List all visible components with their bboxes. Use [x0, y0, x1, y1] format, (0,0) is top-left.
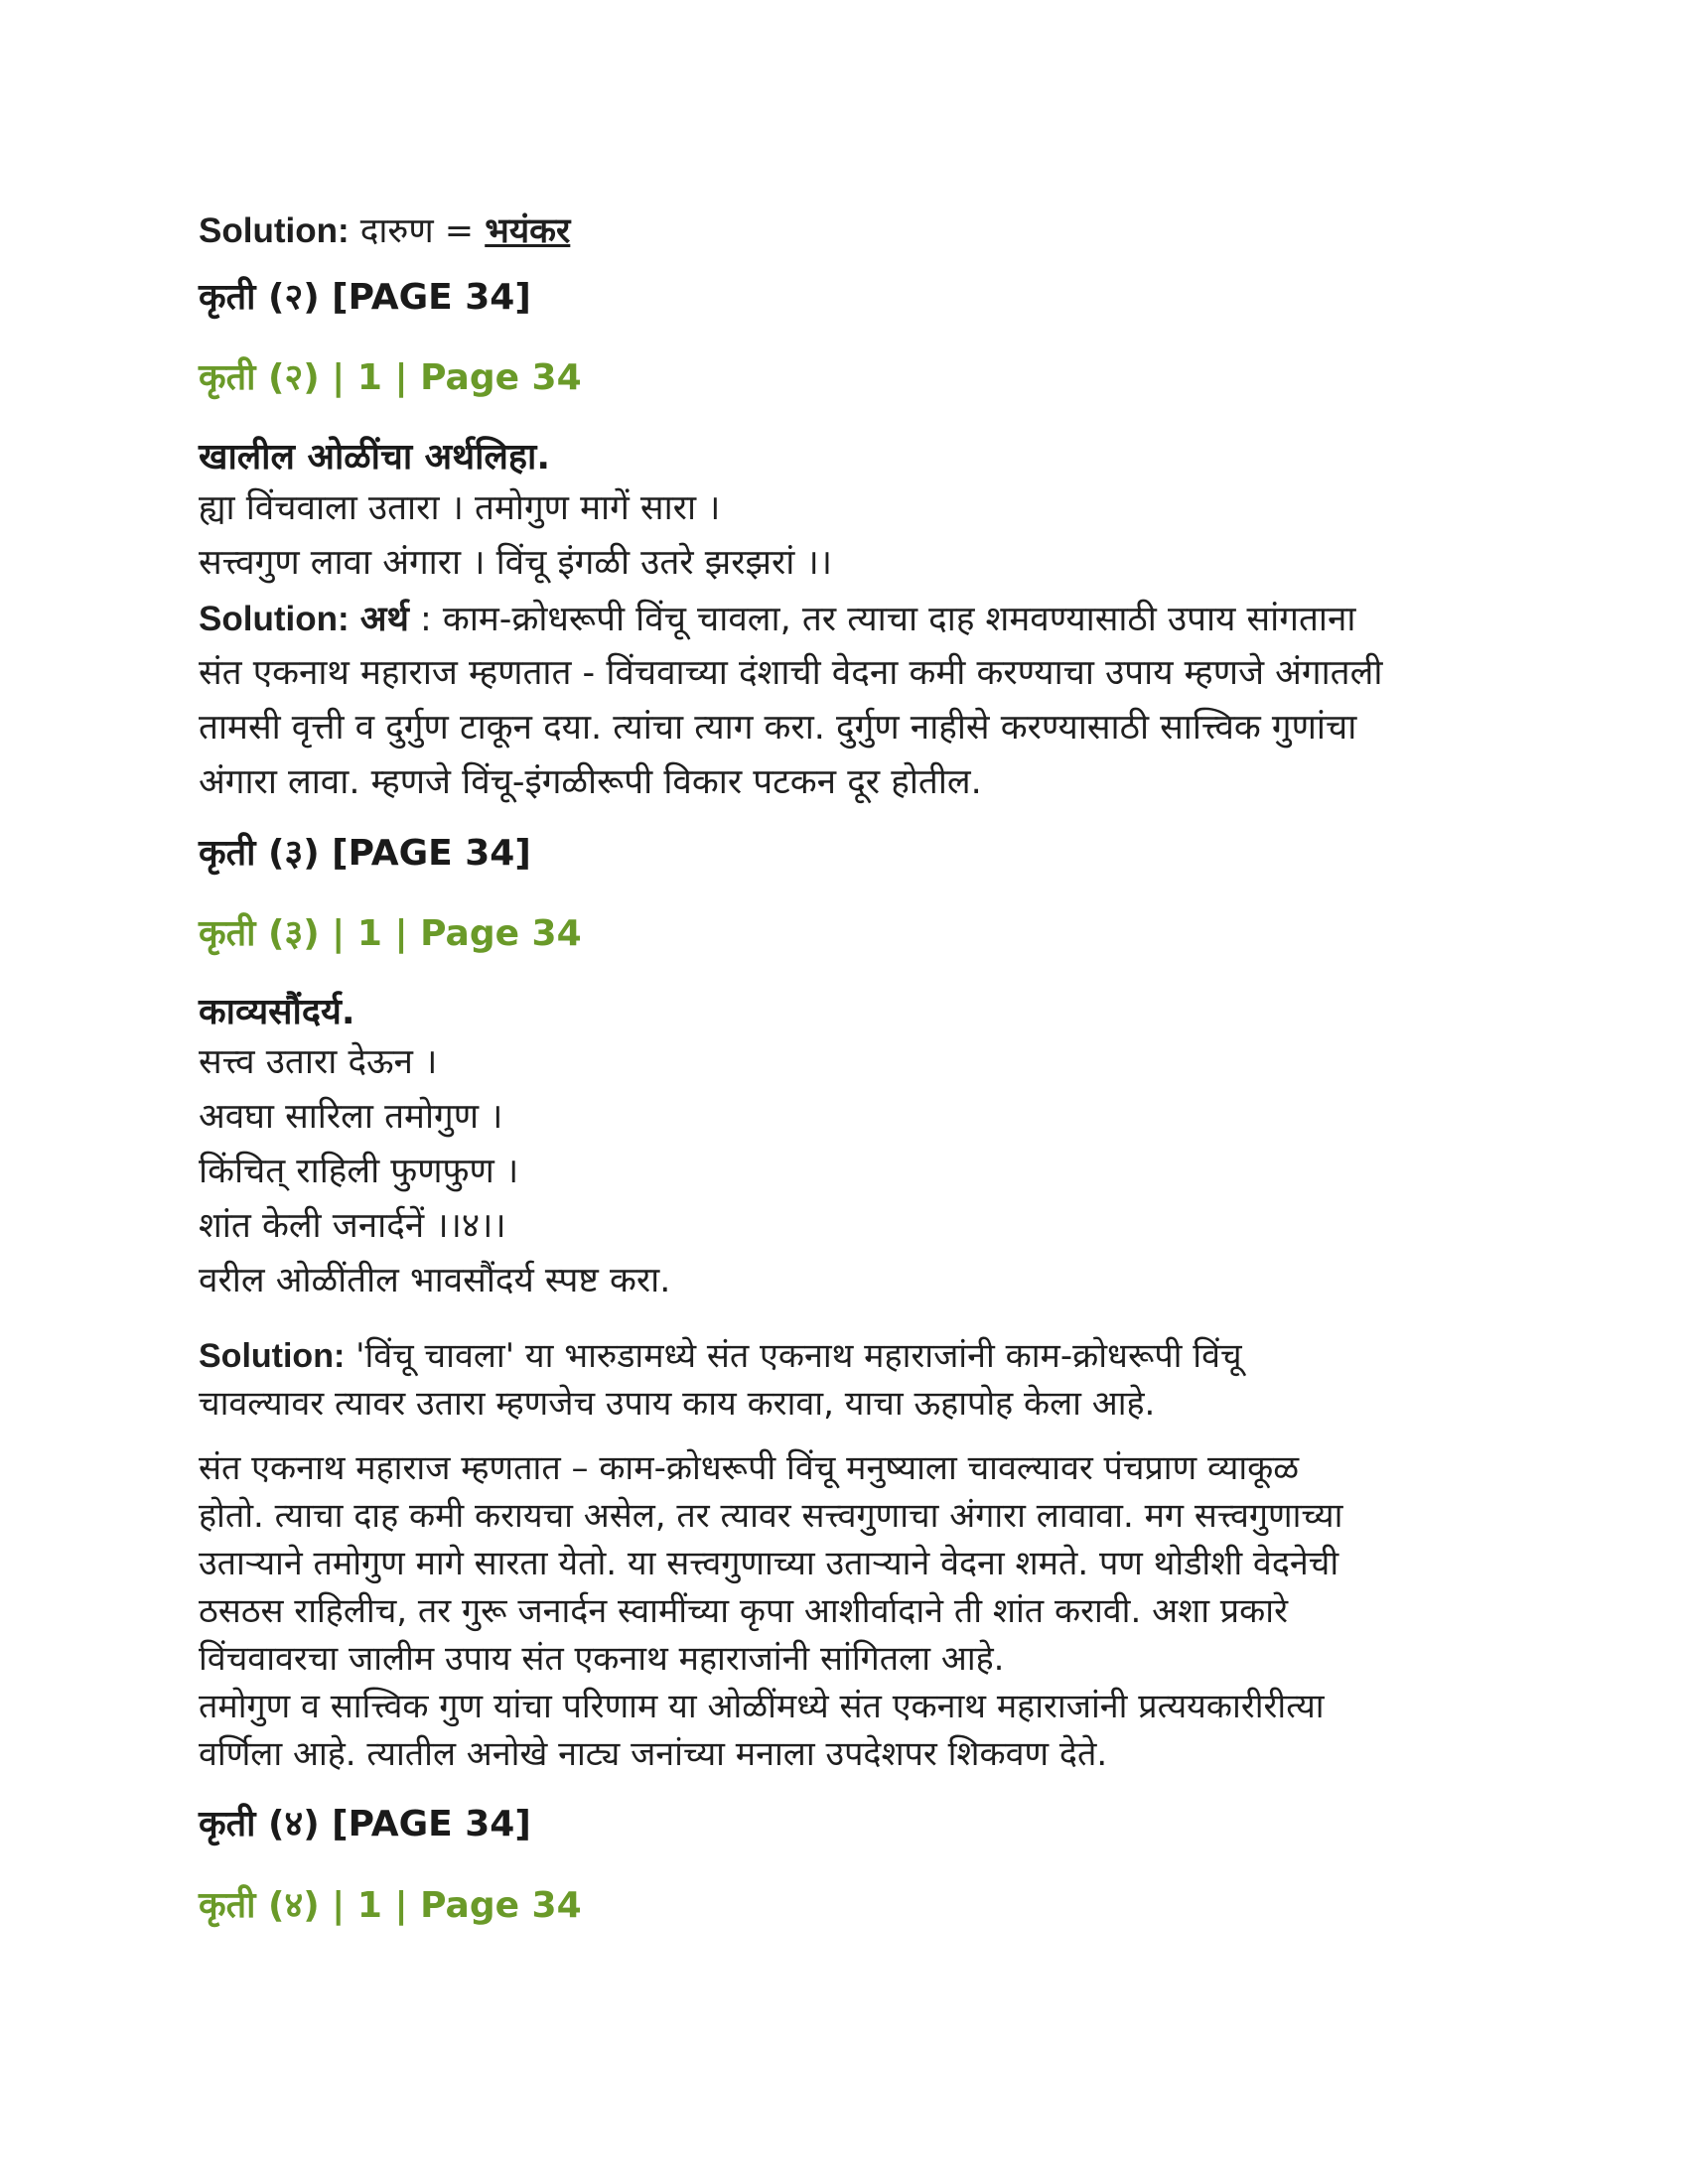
section-3-verse-line-2: अवघा सारिला तमोगुण । [199, 1097, 503, 1137]
para-line: ठसठस राहिलीच, तर गुरू जनार्दन स्वामींच्या कृपा आशीर्वादाने ती शांत करावी. अशा प्रकारे [199, 1591, 1288, 1631]
para-line [199, 1332, 1489, 1380]
section-4-heading: कृती (४) [PAGE 34] [199, 1804, 531, 1844]
solution-text: दारुण = [349, 211, 486, 251]
section-3-verse-line-5: वरील ओळींतील भावसौंदर्य स्पष्ट करा. [199, 1261, 671, 1300]
section-3-verse-line-4: शांत केली जनार्दनें ।।४।। [199, 1206, 506, 1246]
solution-line-1 [199, 204, 1489, 259]
section-3-heading: कृती (३) [PAGE 34] [199, 833, 531, 874]
section-2-solution-line-3: तामसी वृत्ती व दुर्गुण टाकून दया. त्यांचा त्याग करा. दुर्गुण नाहीसे करण्यासाठी सात्त्विक गुणांचा [199, 708, 1357, 748]
solution-label: Solution: [199, 600, 350, 638]
section-3-solution-para-1 [199, 1332, 1489, 1428]
section-2-solution-line-1 [199, 592, 1489, 647]
para-line: चावल्यावर त्यावर उतारा म्हणजेच उपाय काय करावा, याचा ऊहापोह केला आहे. [199, 1384, 1156, 1424]
section-2-heading: कृती (२) [PAGE 34] [199, 277, 531, 318]
section-3-subheading: कृती (३) | 1 | Page 34 [199, 913, 582, 954]
section-2-solution-line-2: संत एकनाथ महाराज म्हणतात - विंचवाच्या दंशाची वेदना कमी करण्याचा उपाय म्हणजे अंगातली [199, 653, 1383, 693]
section-2-verse-line-1: ह्या विंचवाला उतारा । तमोगुण मागें सारा । [199, 488, 721, 528]
para-line: उताऱ्याने तमोगुण मागे सारता येतो. या सत्त्वगुणाच्या उताऱ्याने वेदना शमते. पण थोडीशी वेदनेची [199, 1544, 1339, 1583]
para-line: होतो. त्याचा दाह कमी करायचा असेल, तर त्यावर सत्त्वगुणाचा अंगारा लावावा. मग सत्त्वगुणाच्या [199, 1496, 1343, 1536]
section-2-question: खालील ओळींचा अर्थलिहा. [199, 437, 551, 478]
section-3-solution-para-2 [199, 1444, 1489, 1778]
section-3-verse-line-3: किंचित् राहिली फुणफुण । [199, 1152, 519, 1191]
solution-answer: भयंकर [485, 211, 571, 251]
solution-text: : काम-क्रोधरूपी विंचू चावला, तर त्याचा दाह शमवण्यासाठी उपाय सांगताना [420, 600, 1356, 639]
para-line: वर्णिला आहे. त्यातील अनोखे नाट्य जनांच्या मनाला उपदेशपर शिकवण देते. [199, 1734, 1108, 1774]
para-line: तमोगुण व सात्त्विक गुण यांचा परिणाम या ओळींमध्ये संत एकनाथ महाराजांनी प्रत्ययकारीरीत्या [199, 1687, 1325, 1726]
section-2-subheading: कृती (२) | 1 | Page 34 [199, 357, 582, 398]
solution-label: Solution: [199, 1337, 346, 1375]
section-3-verse-line-1: सत्त्व उतारा देऊन । [199, 1042, 438, 1082]
para-line: संत एकनाथ महाराज म्हणतात – काम-क्रोधरूपी विंचू मनुष्याला चावल्यावर पंचप्राण व्याकूळ [199, 1448, 1300, 1488]
para-line: विंचवावरचा जालीम उपाय संत एकनाथ महाराजांनी सांगितला आहे. [199, 1639, 1005, 1679]
section-4-subheading: कृती (४) | 1 | Page 34 [199, 1885, 582, 1926]
section-2-verse-line-2: सत्त्वगुण लावा अंगारा । विंचू इंगळी उतरे झरझरां ।। [199, 543, 833, 583]
solution-label: Solution: [199, 211, 350, 250]
section-3-question: काव्यसौंदर्य. [199, 992, 355, 1032]
solution-artha: अर्थ [359, 600, 409, 639]
solution-text: 'विंचू चावला' या भारुडामध्ये संत एकनाथ महाराजांनी काम-क्रोधरूपी विंचू [345, 1336, 1242, 1376]
section-2-solution-line-4: अंगारा लावा. म्हणजे विंचू-इंगळीरूपी विकार पटकन दूर होतील. [199, 762, 982, 802]
